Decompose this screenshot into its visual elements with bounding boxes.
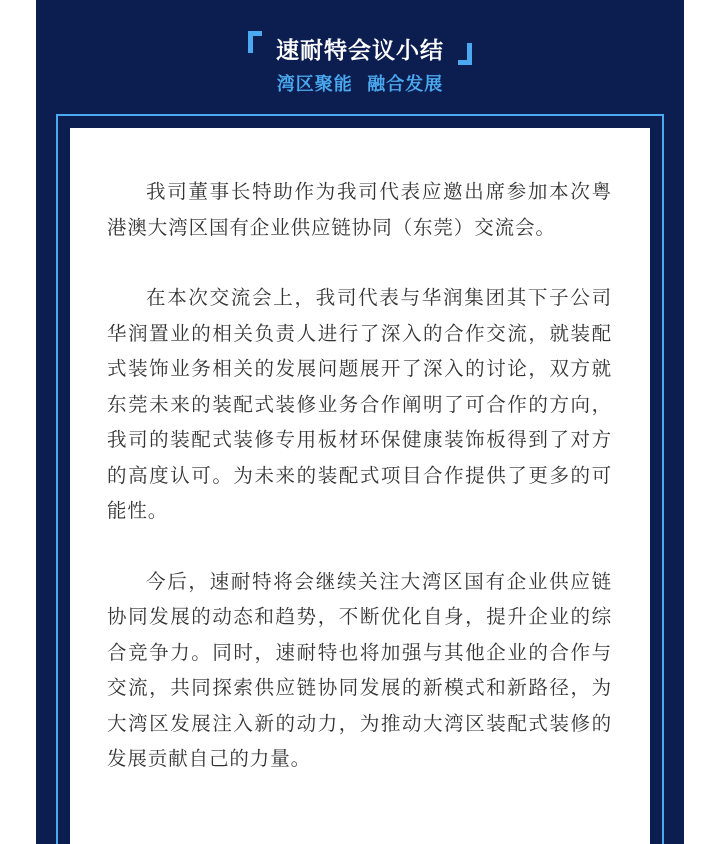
article-content <box>70 128 650 844</box>
title-row <box>0 28 720 68</box>
paragraph-1: 我司董事长特助作为我司代表应邀出席参加本次粤港澳大湾区国有企业供应链协同（东莞）交流会。 <box>107 180 612 239</box>
paragraph-3: 今后，速耐特将会继续关注大湾区国有企业供应链协同发展的动态和趋势，不断优化自身，提升企业的综合竞争力。同时，速耐特也将加强与其他企业的合作与交流，共同探索供应链协同发展的新模式和新路径，为大湾区发展注入新的动力，为推动大湾区装配式装修的发展贡献自己的力量。 <box>107 569 612 770</box>
right-corner-bracket-icon <box>456 43 472 65</box>
left-corner-bracket-icon <box>248 31 264 53</box>
page-title: 速耐特会议小结 <box>276 37 444 64</box>
page-subtitle: 湾区聚能 融合发展 <box>276 74 444 95</box>
paragraph-2: 在本次交流会上，我司代表与华润集团其下子公司华润置业的相关负责人进行了深入的合作交流，就装配式装饰业务相关的发展问题展开了深入的讨论，双方就东莞未来的装配式装修业务合作阐明了可合作的方向，我司的装配式装修专用板材环保健康装饰板得到了对方的高度认可。为未来的装配式项目合作提供了更多的可能性。 <box>107 286 612 522</box>
